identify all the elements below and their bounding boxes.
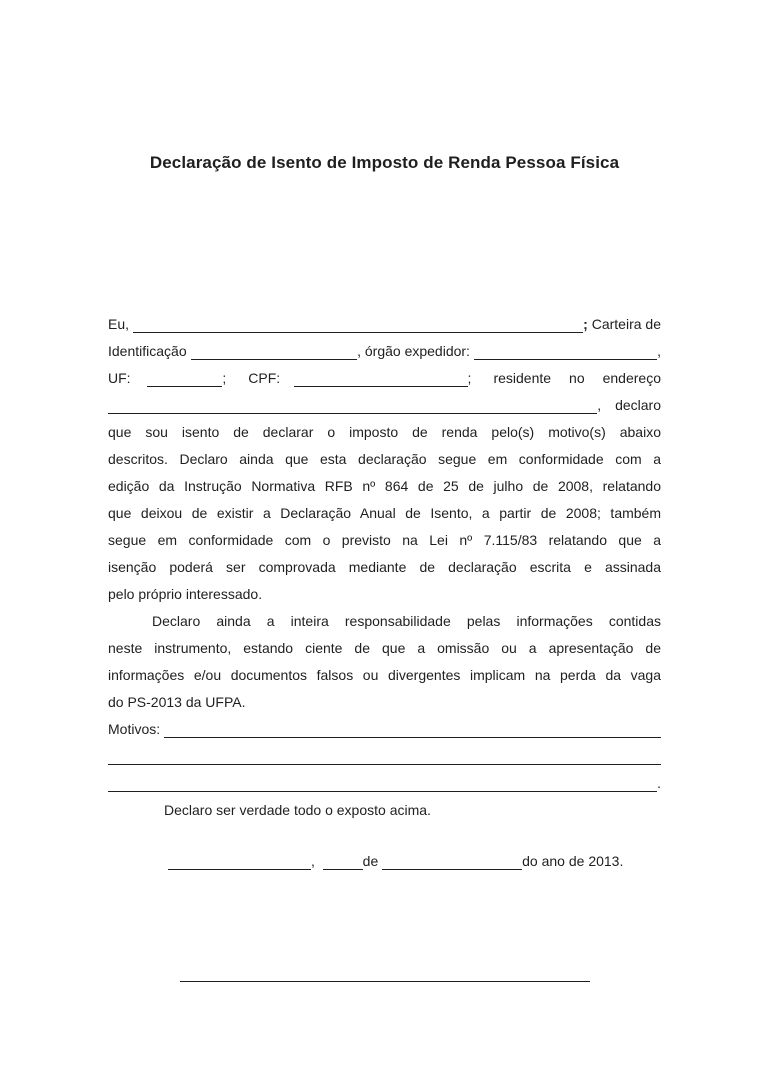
blank-field (133, 332, 583, 333)
line-declaro-verdade: Declaro ser verdade todo o exposto acima. (164, 802, 431, 818)
line-date (108, 848, 661, 875)
line-endereco-blank (108, 392, 661, 419)
blank-field (180, 981, 590, 982)
blank-field (294, 386, 467, 387)
text-segment: , (597, 397, 606, 413)
text-segment: no (569, 370, 585, 386)
line-motivos (108, 716, 661, 743)
blank-field (164, 737, 661, 738)
line-eu-carteira (108, 311, 661, 338)
blank-field (191, 359, 358, 360)
line-motivos-blank-end (108, 770, 661, 797)
text-segment: Motivos: (108, 721, 165, 737)
text-segment: CPF: (248, 370, 281, 386)
line-p1-9: segue em conformidade com o previsto na Lei nº 7.115/83 relatando que a (108, 532, 661, 548)
blank-field (108, 791, 657, 792)
text-segment: , (657, 343, 661, 359)
line-p2-4: do PS-2013 da UFPA. (108, 694, 246, 710)
document-title: Declaração de Isento de Imposto de Renda Pessoa Física (149, 153, 620, 172)
text-segment: Carteira de (587, 316, 661, 332)
text-segment: Eu, (108, 316, 133, 332)
line-p2-3: informações e/ou documentos falsos ou divergentes implicam na perda da vaga (108, 667, 661, 683)
line-p1-6: descritos. Declaro ainda que esta declaração segue em conformidade com a (108, 451, 661, 467)
blank-field (382, 869, 522, 870)
document-lines (108, 311, 661, 987)
blank-field (323, 869, 363, 870)
blank-field (168, 869, 311, 870)
text-segment: endereço (602, 370, 661, 386)
text-segment: . (657, 775, 661, 791)
blank-field (108, 764, 661, 765)
text-segment: , (311, 853, 323, 869)
line-p1-10: isenção poderá ser comprovada mediante de declaração escrita e assinada (108, 559, 661, 575)
text-segment: ; (467, 370, 472, 386)
line-p1-8: que deixou de existir a Declaração Anual de Isento, a partir de 2008; também (108, 505, 661, 521)
document-content (108, 0, 661, 987)
text-segment: do ano de 2013. (522, 853, 624, 869)
line-uf-cpf (108, 365, 661, 392)
text-segment: , órgão expedidor: (357, 343, 474, 359)
line-p1-5: que sou isento de declarar o imposto de renda pelo(s) motivo(s) abaixo (108, 424, 661, 440)
line-p1-11: pelo próprio interessado. (108, 586, 263, 602)
line-p2-2: neste instrumento, estando ciente de que a omissão ou a apresentação de (108, 640, 661, 656)
blank-field (474, 359, 657, 360)
text-segment: ; (583, 316, 588, 332)
line-p2-1: Declaro ainda a inteira responsabilidade pelas informações contidas (152, 613, 661, 629)
line-identificacao (108, 338, 661, 365)
line-p1-7: edição da Instrução Normativa RFB nº 864 de 25 de julho de 2008, relatando (108, 478, 661, 494)
line-signature (108, 960, 661, 987)
blank-field (147, 386, 223, 387)
text-segment: Identificação (108, 343, 191, 359)
line-motivos-blank (108, 743, 661, 770)
blank-field (108, 413, 597, 414)
text-segment: UF: (108, 370, 131, 386)
text-segment: de (362, 853, 383, 869)
text-segment: ; (222, 370, 227, 386)
text-segment: residente (493, 370, 552, 386)
text-segment: declaro (615, 397, 661, 413)
